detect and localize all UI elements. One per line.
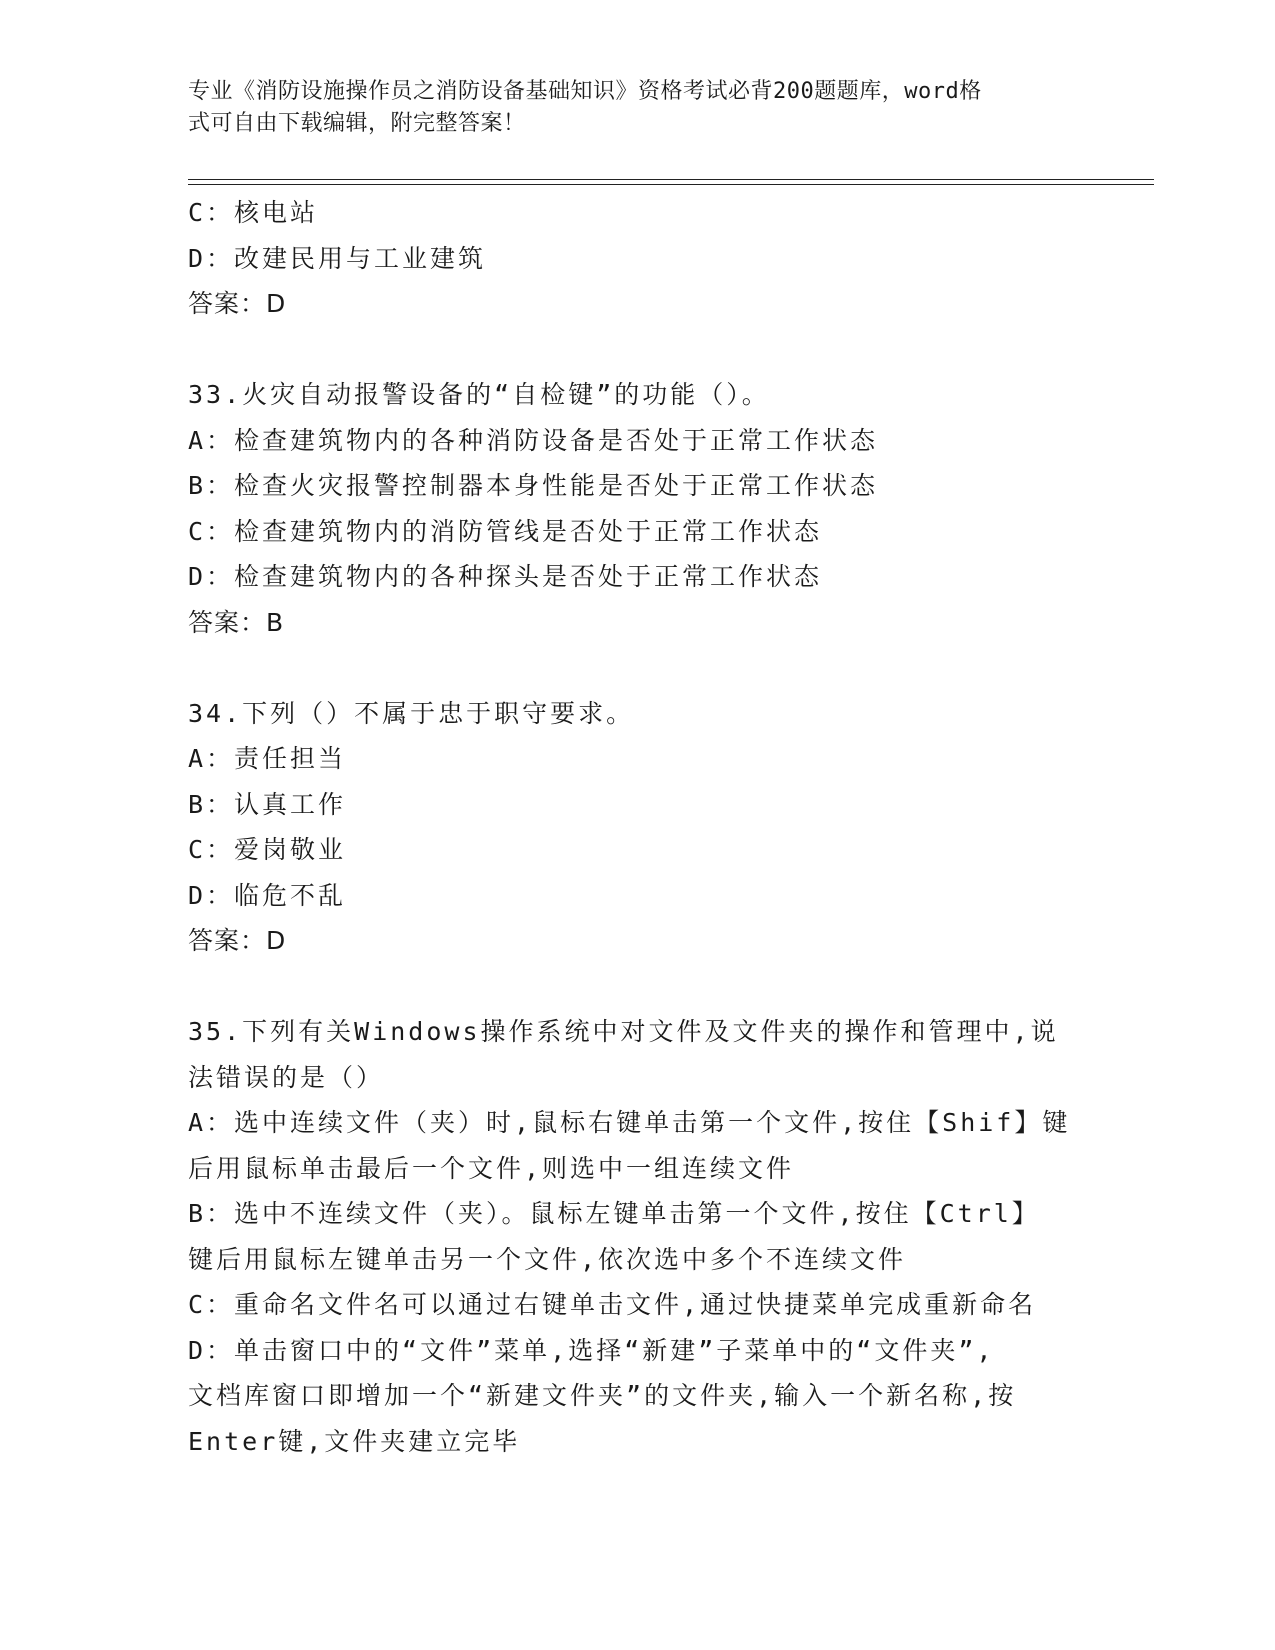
option-c: C：检查建筑物内的消防管线是否处于正常工作状态 — [188, 516, 823, 546]
document-body — [188, 190, 1088, 1464]
header-line-2: 式可自由下载编辑，附完整答案！ — [188, 111, 526, 136]
question-text-line-1: 35.下列有关Windows操作系统中对文件及文件夹的操作和管理中,说 — [188, 1017, 1059, 1046]
spacer — [188, 327, 1088, 373]
question-text: 33.火灾自动报警设备的“自检键”的功能（）。 — [188, 380, 770, 409]
answer: 答案：D — [188, 289, 287, 318]
option-a-line-2: 后用鼠标单击最后一个文件,则选中一组连续文件 — [188, 1153, 795, 1183]
option-b: B：认真工作 — [188, 789, 347, 819]
answer: 答案：B — [188, 607, 285, 637]
option-d: D：检查建筑物内的各种探头是否处于正常工作状态 — [188, 562, 823, 591]
answer: 答案：D — [188, 926, 287, 955]
option-c: C：重命名文件名可以通过右键单击文件,通过快捷菜单完成重新命名 — [188, 1290, 1037, 1319]
option-a: A：检查建筑物内的各种消防设备是否处于正常工作状态 — [188, 425, 879, 455]
header-divider-top — [188, 179, 1154, 180]
option-d: D：改建民用与工业建筑 — [188, 243, 487, 273]
question-33 — [188, 372, 1088, 645]
header-line-1: 专业《消防设施操作员之消防设备基础知识》资格考试必背200题题库，word格 — [188, 79, 982, 104]
carryover-question — [188, 190, 1088, 327]
document-header — [188, 76, 1068, 140]
question-35 — [188, 1009, 1088, 1464]
question-34 — [188, 691, 1088, 964]
option-c: C：爱岗敬业 — [188, 835, 347, 864]
option-d-line-1: D：单击窗口中的“文件”菜单,选择“新建”子菜单中的“文件夹”, — [188, 1335, 995, 1365]
option-c: C：核电站 — [188, 198, 319, 227]
option-b-line-2: 键后用鼠标左键单击另一个文件,依次选中多个不连续文件 — [188, 1244, 907, 1274]
spacer — [188, 645, 1088, 691]
option-a-line-1: A：选中连续文件（夹）时,鼠标右键单击第一个文件,按住【Shif】键 — [188, 1108, 1071, 1137]
option-d: D：临危不乱 — [188, 880, 347, 910]
spacer — [188, 964, 1088, 1010]
option-d-line-2: 文档库窗口即增加一个“新建文件夹”的文件夹,输入一个新名称,按 — [188, 1381, 1017, 1410]
header-divider-bottom — [188, 184, 1154, 185]
option-b-line-1: B：选中不连续文件（夹）。鼠标左键单击第一个文件,按住【Ctrl】 — [188, 1199, 1040, 1228]
question-text: 34.下列（）不属于忠于职守要求。 — [188, 698, 635, 728]
option-b: B：检查火灾报警控制器本身性能是否处于正常工作状态 — [188, 471, 879, 500]
question-text-line-2: 法错误的是（） — [188, 1062, 385, 1092]
option-a: A：责任担当 — [188, 744, 347, 773]
option-d-line-3: Enter键,文件夹建立完毕 — [188, 1426, 521, 1456]
